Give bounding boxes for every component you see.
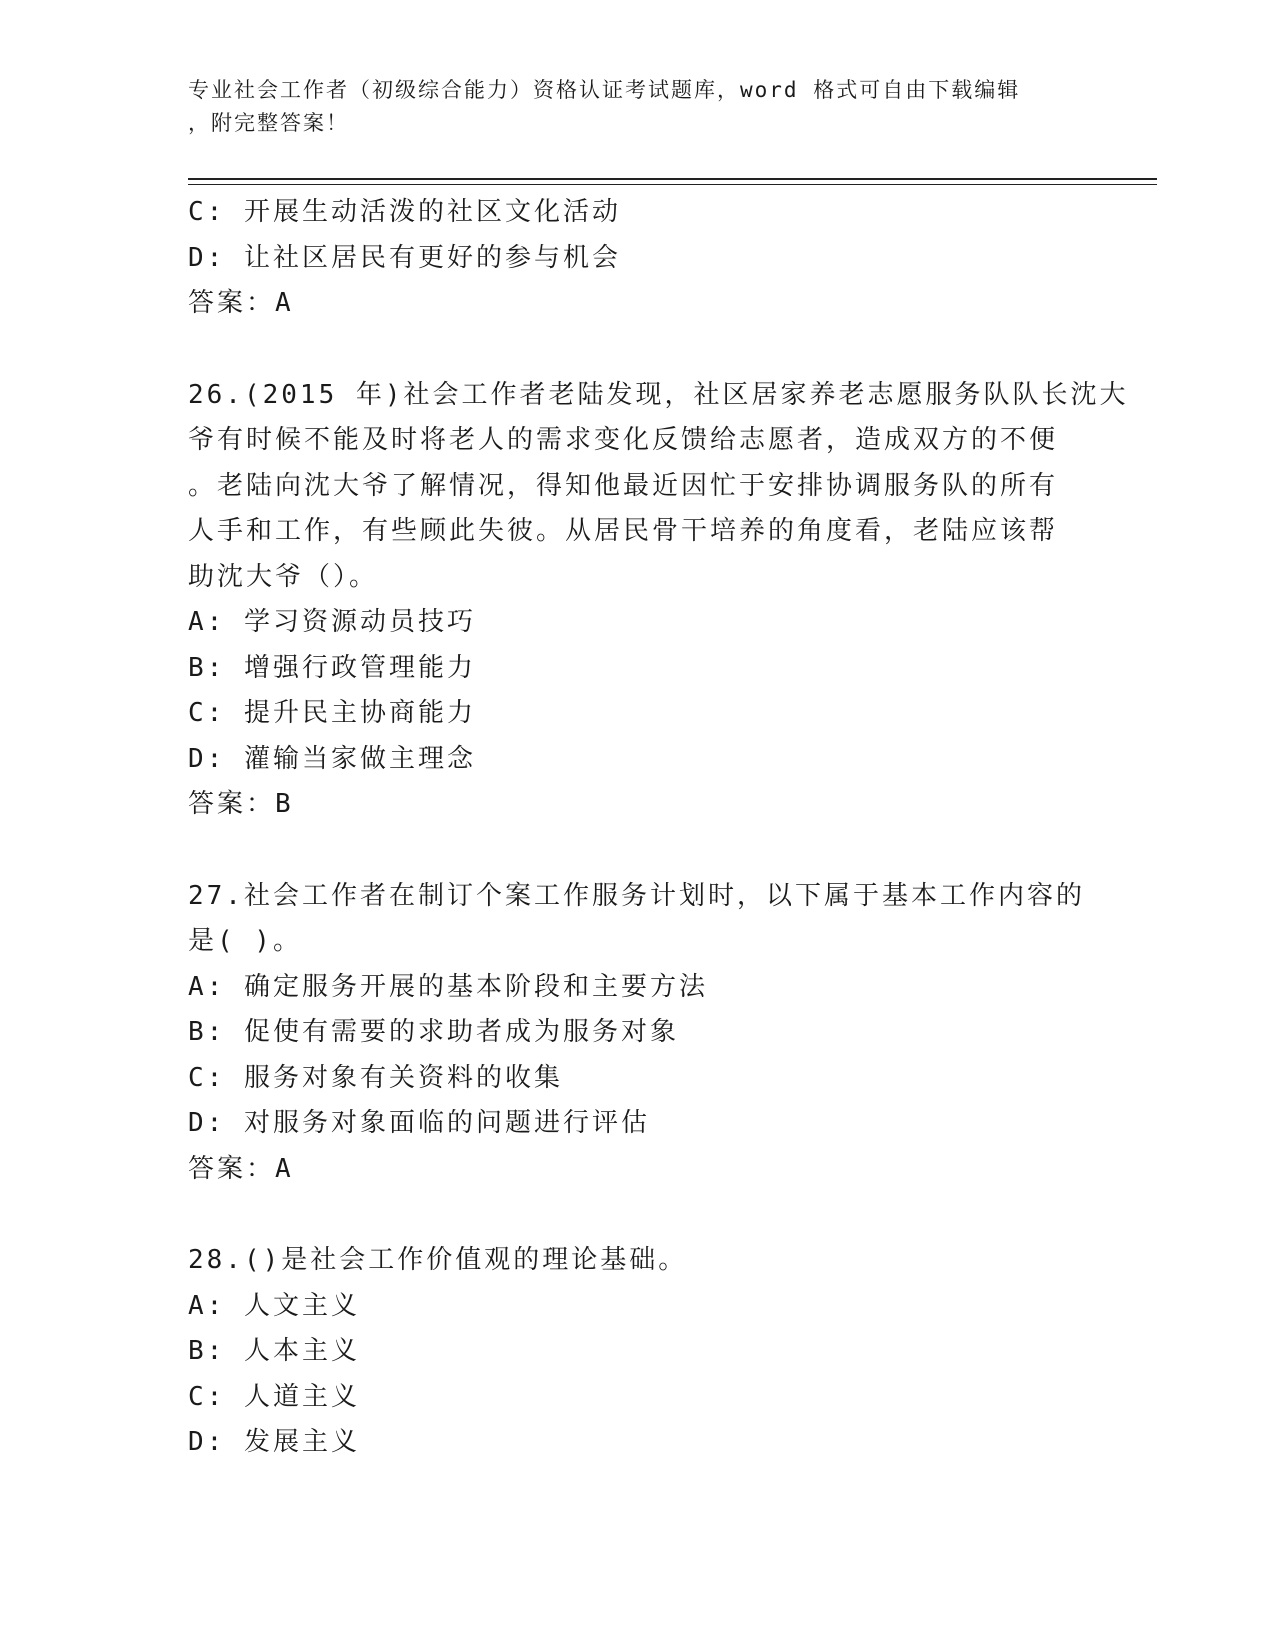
- question-text-line: 助沈大爷（）。: [188, 561, 379, 592]
- question-28: [188, 1238, 1088, 1466]
- answer-line: [188, 782, 1088, 828]
- option-d: D: 灌输当家做主理念: [188, 743, 476, 774]
- answer-value: A: [275, 1153, 294, 1184]
- question-25-continuation: [188, 190, 1088, 327]
- option-c: C: 开展生动活泼的社区文化活动: [188, 197, 621, 227]
- header-rule-thin: [188, 184, 1157, 185]
- option-a: A: 学习资源动员技巧: [188, 607, 476, 637]
- document-header: [188, 74, 1088, 140]
- header-line-2: ，附完整答案！: [188, 111, 349, 135]
- option-d: D: 让社区居民有更好的参与机会: [188, 242, 621, 273]
- answer-label: 答案：: [188, 1153, 276, 1184]
- option-b: B: 促使有需要的求助者成为服务对象: [188, 1017, 679, 1047]
- question-27: [188, 874, 1088, 1193]
- question-content: [188, 190, 1129, 1466]
- question-text-line: 27.社会工作者在制订个案工作服务计划时，以下属于基本工作内容的: [188, 880, 1085, 911]
- option-c: C: 人道主义: [188, 1381, 360, 1412]
- option-d: D: 发展主义: [188, 1427, 360, 1457]
- option-c: C: 提升民主协商能力: [188, 698, 476, 728]
- question-26: [188, 373, 1129, 828]
- header-line-1: 专业社会工作者（初级综合能力）资格认证考试题库，word 格式可自由下载编辑: [188, 78, 1021, 102]
- question-text-line: 是( )。: [188, 926, 302, 956]
- option-a: A: 人文主义: [188, 1290, 360, 1321]
- option-a: A: 确定服务开展的基本阶段和主要方法: [188, 971, 708, 1002]
- question-text-line: 爷有时候不能及时将老人的需求变化反馈给志愿者，造成双方的不便: [188, 425, 1059, 455]
- option-c: C: 服务对象有关资料的收集: [188, 1062, 563, 1093]
- header-rule-thick: [188, 178, 1157, 180]
- question-text-line: 人手和工作，有些顾此失彼。从居民骨干培养的角度看，老陆应该帮: [188, 516, 1059, 546]
- option-b: B: 增强行政管理能力: [188, 652, 476, 683]
- answer-label: 答案：: [188, 288, 276, 318]
- answer-label: 答案：: [188, 789, 276, 819]
- question-text-line: 26.(2015 年)社会工作者老陆发现，社区居家养老志愿服务队队长沈大: [188, 379, 1129, 410]
- option-b: B: 人本主义: [188, 1336, 360, 1366]
- answer-line: [188, 281, 1088, 327]
- option-d: D: 对服务对象面临的问题进行评估: [188, 1108, 650, 1138]
- answer-value: A: [275, 288, 294, 318]
- answer-value: B: [275, 789, 294, 819]
- answer-line: [188, 1147, 1088, 1193]
- question-text-line: 。老陆向沈大爷了解情况，得知他最近因忙于安排协调服务队的所有: [188, 470, 1059, 501]
- question-text-line: 28.()是社会工作价值观的理论基础。: [188, 1245, 688, 1275]
